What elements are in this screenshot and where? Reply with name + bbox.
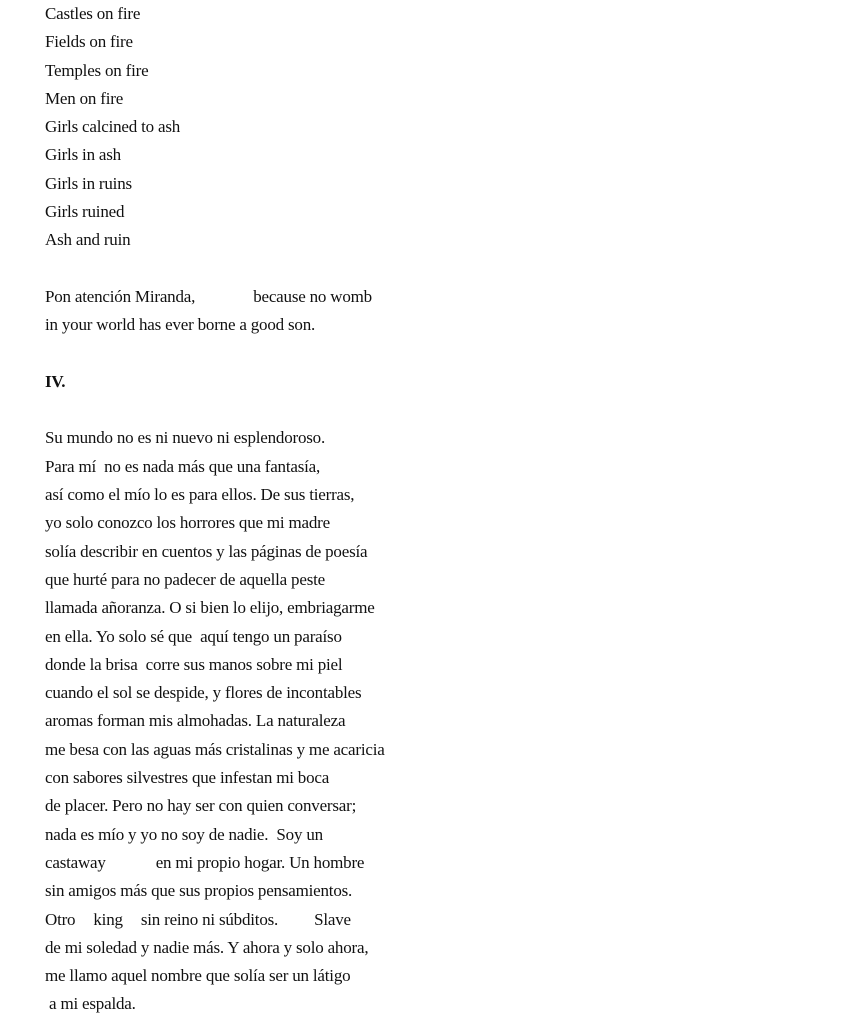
poem-line: que hurté para no padecer de aquella peste xyxy=(45,569,325,589)
poem-line: así como el mío lo es para ellos. De sus tierras, xyxy=(45,485,355,505)
poem-line: Girls calcined to ash xyxy=(45,117,181,137)
poem-line: a mi espalda. xyxy=(45,994,136,1014)
poem-line: me llamo aquel nombre que solía ser un látigo xyxy=(45,966,351,986)
stanza-fire xyxy=(45,0,805,255)
poem-line: me besa con las aguas más cristalinas y me acaricia xyxy=(45,739,385,759)
stanza-iv xyxy=(45,424,805,1018)
poem-line xyxy=(45,849,805,877)
poem-line: donde la brisa corre sus manos sobre mi piel xyxy=(45,654,343,674)
poem-line: Para mí no es nada más que una fantasía, xyxy=(45,456,321,476)
stanza-break xyxy=(45,255,805,283)
poem-line xyxy=(45,283,805,311)
poem-line: en ella. Yo solo sé que aquí tengo un paraíso xyxy=(45,626,342,646)
poem-line: de placer. Pero no hay ser con quien conversar; xyxy=(45,796,357,816)
king-line-start: Otro xyxy=(45,909,76,929)
king-line-middle: sin reino ni súbditos. xyxy=(140,909,279,929)
stanza-miranda xyxy=(45,283,805,340)
poem-line: Temples on fire xyxy=(45,60,149,80)
poem-line: Girls in ruins xyxy=(45,173,132,193)
poem-page xyxy=(45,0,805,1019)
poem-line: Fields on fire xyxy=(45,32,133,52)
poem-line: llamada añoranza. O si bien lo elijo, embriagarme xyxy=(45,598,375,618)
poem-line: sin amigos más que sus propios pensamientos. xyxy=(45,881,353,901)
poem-line: aromas forman mis almohadas. La naturaleza xyxy=(45,711,346,731)
poem-line: Su mundo no es ni nuevo ni esplendoroso. xyxy=(45,428,326,448)
poem-line: Girls ruined xyxy=(45,202,125,222)
poem-line: Men on fire xyxy=(45,88,124,108)
poem-line: Castles on fire xyxy=(45,4,141,23)
poem-line: con sabores silvestres que infestan mi boca xyxy=(45,768,330,788)
castaway-word: castaway xyxy=(45,852,106,872)
stanza-break xyxy=(45,396,805,424)
poem-line: in your world has ever borne a good son. xyxy=(45,315,316,335)
stanza-break xyxy=(45,340,805,368)
miranda-line1-end: because no womb xyxy=(253,286,372,306)
slave-word: Slave xyxy=(314,909,351,929)
king-word: king xyxy=(93,909,123,929)
poem-line: Girls in ash xyxy=(45,145,121,165)
poem-line: nada es mío y yo no soy de nadie. Soy un xyxy=(45,824,323,844)
poem-line: yo solo conozco los horrores que mi madre xyxy=(45,513,330,533)
poem-line: de mi soledad y nadie más. Y ahora y solo ahora, xyxy=(45,937,369,957)
poem-line: solía describir en cuentos y las páginas de poesía xyxy=(45,541,368,561)
poem-line: Ash and ruin xyxy=(45,230,131,250)
section-heading: IV. xyxy=(45,371,66,391)
castaway-rest: en mi propio hogar. Un hombre xyxy=(155,852,365,872)
poem-line xyxy=(45,906,805,934)
poem-line: cuando el sol se despide, y flores de incontables xyxy=(45,683,362,703)
miranda-line1-start: Pon atención Miranda, xyxy=(45,286,196,306)
